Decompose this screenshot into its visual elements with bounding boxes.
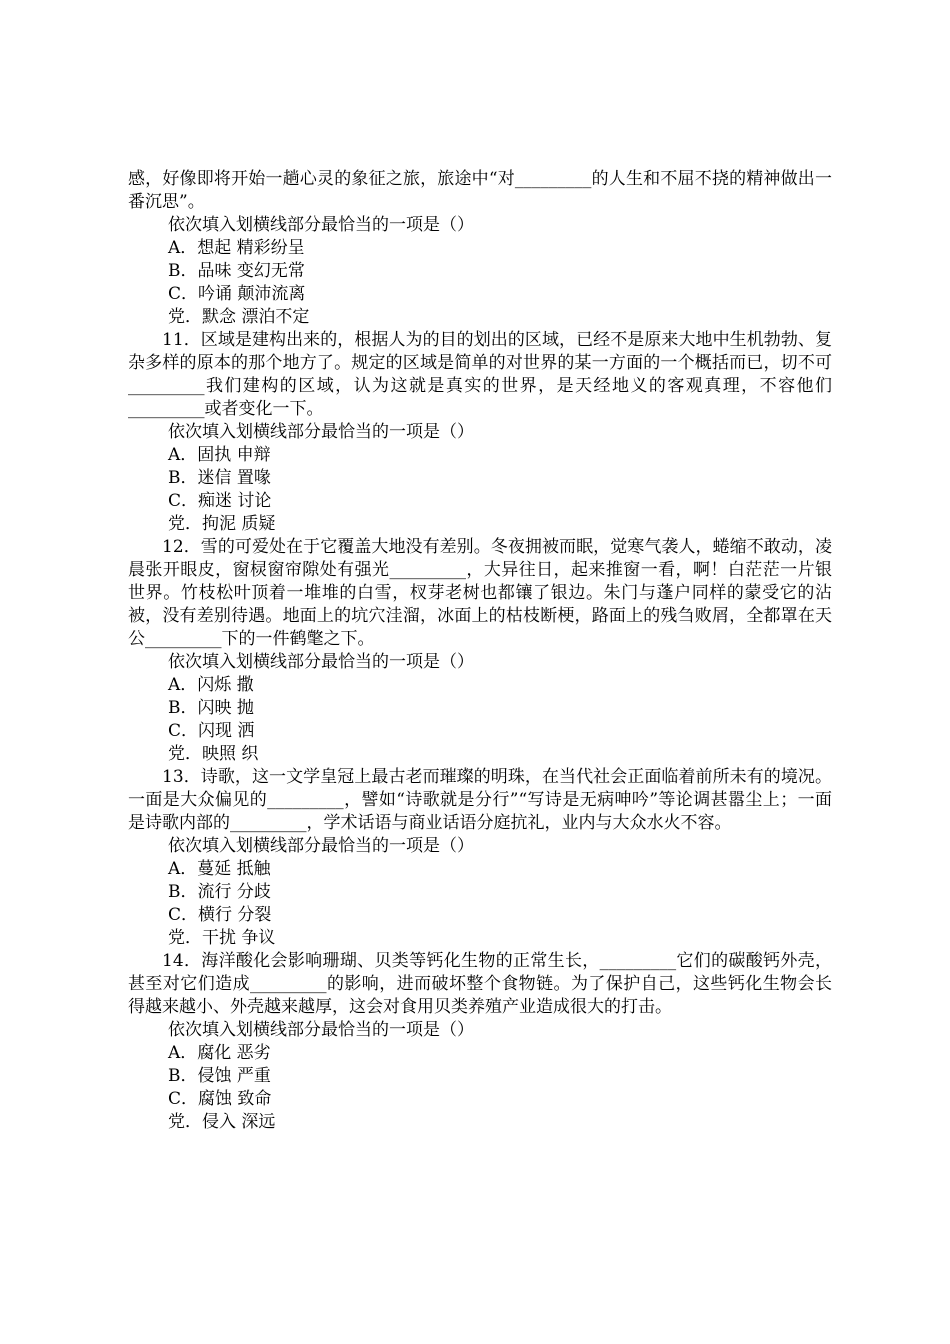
- option-d: 党．侵入 深远: [168, 1112, 276, 1132]
- option-c: C．腐蚀 致命: [168, 1089, 272, 1109]
- option-a: A．闪烁 撒: [168, 675, 254, 695]
- option-a: A．想起 精彩纷呈: [168, 238, 305, 258]
- option-b: B．迷信 置喙: [168, 468, 271, 488]
- option-c: C．横行 分裂: [168, 905, 272, 925]
- question-block: [128, 214, 832, 329]
- option-c: C．吟诵 颠沛流离: [168, 284, 306, 304]
- option-d: 党．默念 漂泊不定: [168, 307, 310, 327]
- option-c: C．闪现 洒: [168, 721, 255, 741]
- question-block: [128, 329, 832, 536]
- option-b: B．品味 变幻无常: [168, 261, 305, 281]
- option-d: 党．拘泥 质疑: [168, 514, 276, 534]
- question-stem: 11．区域是建构出来的，根据人为的目的划出的区域，已经不是原来大地中生机勃勃、复杂多样的原本的那个地方了。规定的区域是简单的对世界的某一方面的一个概括而已，切不可_________我们建构的区域，认为这就是真实的世界，是天经地义的客观真理，不容他们_________或者变化一下。: [128, 330, 832, 419]
- question-stem: 12．雪的可爱处在于它覆盖大地没有差别。冬夜拥被而眠，觉寒气袭人，蜷缩不敢动，凌晨张开眼皮，窗棂窗帘隙处有强光_________，大异往日，起来推窗一看，啊！白茫茫一片银世界。竹枝松叶顶着一堆堆的白雪，杈芽老树也都镶了银边。朱门与蓬户同样的蒙受它的沾被，没有差别待遇。地面上的坑穴洼溜，冰面上的枯枝断梗，路面上的残刍败屑，全都罩在天公_________下的一件鹤氅之下。: [128, 537, 832, 649]
- option-b: B．闪映 抛: [168, 698, 254, 718]
- option-b: B．侵蚀 严重: [168, 1066, 271, 1086]
- option-a: A．腐化 恶劣: [168, 1043, 271, 1063]
- question-block: [128, 536, 832, 766]
- option-b: B．流行 分歧: [168, 882, 271, 902]
- question-prompt: 依次填入划横线部分最恰当的一项是（）: [168, 836, 474, 856]
- option-d: 党．干扰 争议: [168, 928, 276, 948]
- question-prompt: 依次填入划横线部分最恰当的一项是（）: [168, 1020, 474, 1040]
- option-a: A．蔓延 抵触: [168, 859, 271, 879]
- question-block: [128, 950, 832, 1134]
- option-a: A．固执 申辩: [168, 445, 271, 465]
- question-prompt: 依次填入划横线部分最恰当的一项是（）: [168, 215, 474, 235]
- question-stem: 14．海洋酸化会影响珊瑚、贝类等钙化生物的正常生长，_________它们的碳酸钙外壳，甚至对它们造成_________的影响，进而破坏整个食物链。为了保护自己，这些钙化生物会长得越来越小、外壳越来越厚，这会对食用贝类养殖产业造成很大的打击。: [128, 951, 832, 1017]
- option-d: 党．映照 织: [168, 744, 259, 764]
- option-c: C．痴迷 讨论: [168, 491, 272, 511]
- document-page: [128, 168, 832, 1134]
- question-stem: 13．诗歌，这一文学皇冠上最古老而璀璨的明珠，在当代社会正面临着前所未有的境况。一面是大众偏见的_________，譬如“诗歌就是分行”“写诗是无病呻吟”等论调甚嚣尘上；一面是诗歌内部的_________，学术话语与商业话语分庭抗礼，业内与大众水火不容。: [128, 767, 832, 833]
- question-prompt: 依次填入划横线部分最恰当的一项是（）: [168, 652, 474, 672]
- question-block: [128, 766, 832, 950]
- continuation-paragraph: 感，好像即将开始一趟心灵的象征之旅，旅途中“对_________的人生和不屈不挠的精神做出一番沉思”。: [128, 169, 832, 212]
- question-prompt: 依次填入划横线部分最恰当的一项是（）: [168, 422, 474, 442]
